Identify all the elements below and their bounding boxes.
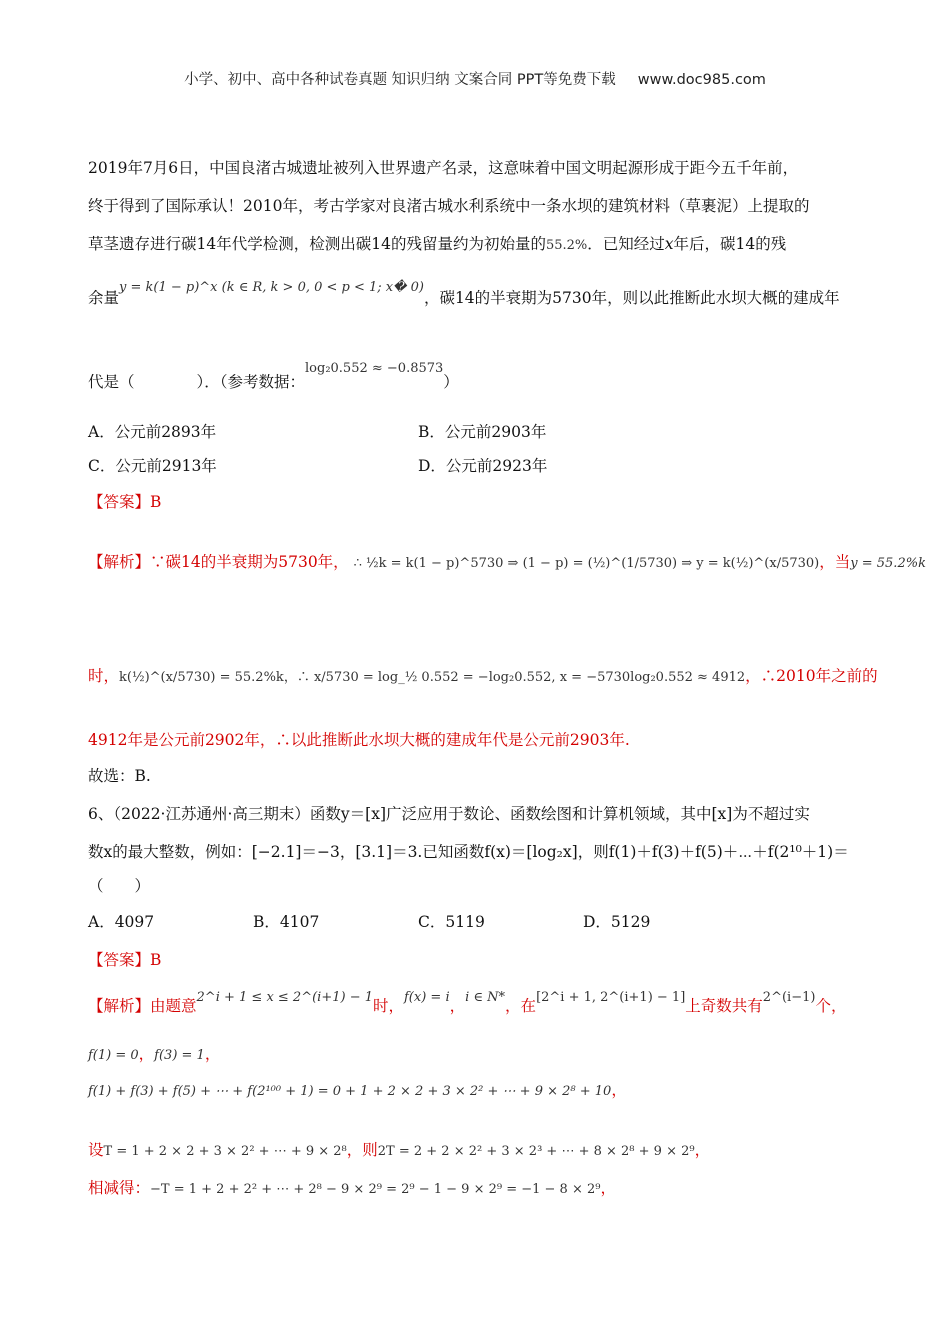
q5-line-3 [88,234,868,256]
q5-var-x: x [664,235,674,253]
q5-options-row-1 [88,422,868,442]
q5-options-row-2 [88,456,868,476]
q5-line-1: 2019年7月6日，中国良渚古城遗址被列入世界遗产名录，这意味着中国文明起源形成于距今五千年前， [88,159,799,177]
q5-solution-line-2a: 时， [88,667,120,685]
q6-line-1: 6、（2022·江苏通州·高三期末）函数y＝[x]广泛应用于数论、函数绘图和计算机领域，其中[x]为不超过实 [88,805,810,823]
q6-sub-label: 相减得： [88,1179,151,1197]
header-site-link[interactable]: www.doc985.com [637,72,766,88]
q6-solution-t1: 由题意 [150,997,197,1015]
q5-solution-line-1 [88,552,926,574]
q6-options [88,912,868,932]
q6-option-b: B．4107 [253,913,320,931]
q5-solution-text-1: ∵碳14的半衰期为5730年， [150,553,349,571]
q5-line-4a: 余量 [88,289,120,307]
q6-set-mid: ，则 [346,1141,378,1159]
q5-ref-data: log₂0.552 ≈ −0.8573 [305,361,444,376]
q6-f-values: f(1) = 0，f(3) = 1， [88,1045,221,1063]
q5-solution-line-3: 4912年是公元前2902年，∴以此推断此水坝大概的建成年代是公元前2903年. [88,731,630,749]
q5-line-3a: 草茎遗存进行碳14年代学检测，检测出碳14的残留量约为初始量的 [88,235,546,253]
q5-line-3c: 年后，碳14的残 [673,235,787,253]
q6-set-line: 设T = 1 + 2 × 2 + 3 × 2² + ⋯ + 9 × 2⁸，则2T = 2 + 2 × 2² + 3 × 2³ + ⋯ + 8 × 2⁸ + 9 × 2⁹， [88,1141,711,1159]
q5-formula: y = k(1 − p)^x (k ∈ R, k > 0, 0 < p < 1; x� 0) [119,280,424,295]
page-header [0,68,950,89]
q6-solution-m2: f(x) = i [404,990,450,1005]
q6-sub-line: 相减得：−T = 1 + 2 + 2² + ⋯ + 2⁸ − 9 × 2⁹ = 2⁹ − 1 − 9 × 2⁹ = −1 − 8 × 2⁹， [88,1179,616,1197]
q5-solution-label: 【解析】 [88,553,151,571]
q6-solution-m4: [2^i + 1, 2^(i+1) − 1] [536,990,686,1005]
q6-line-3: （ ） [88,877,151,895]
q6-solution-t6: 个， [815,997,847,1015]
q5-option-c: C．公元前2913年 [88,457,217,475]
q6-set-expr2: 2T = 2 + 2 × 2² + 3 × 2³ + ⋯ + 8 × 2⁸ + 9 × 2⁹ [377,1144,695,1159]
q6-sum: f(1) + f(3) + f(5) + ⋯ + f(2¹⁰⁰ + 1) = 0 + 1 + 2 × 2 + 3 × 2² + ⋯ + 9 × 2⁸ + 10， [88,1081,627,1099]
q6-solution-t2: 时， [372,997,404,1015]
q5-option-a: A．公元前2893年 [88,423,217,441]
q6-line-2: 数x的最大整数，例如：[−2.1]＝−3，[3.1]＝3.已知函数f(x)＝[log₂x]，则f(1)＋f(3)＋f(5)＋⋯＋f(2¹⁰＋1)＝ [88,843,849,861]
q5-percent: 55.2% [545,238,588,253]
q5-line-3b: ．已知经过 [587,235,665,253]
q6-f1: f(1) = 0 [88,1048,139,1063]
q6-solution-t5: 上奇数共有 [685,997,763,1015]
q6-solution-m1: 2^i + 1 ≤ x ≤ 2^(i+1) − 1 [196,990,373,1005]
q6-answer: 【答案】B [88,951,162,969]
q5-solution-line-2b: ，∴2010年之前的 [745,667,878,685]
q6-set-label: 设 [88,1141,104,1159]
q6-solution-label: 【解析】 [88,997,151,1015]
q6-solution-m5: 2^(i−1) [762,990,816,1005]
q5-answer: 【答案】B [88,493,162,511]
q6-solution-m3: i ∈ N* [465,990,506,1005]
q5-option-b: B．公元前2903年 [418,423,547,441]
q5-line-2: 终于得到了国际承认！2010年，考古学家对良渚古城水利系统中一条水坝的建筑材料（草裹泥）上提取的 [88,197,810,215]
q5-option-d: D．公元前2923年 [418,457,548,475]
q5-solution-formula-1: ∴ ½k = k(1 − p)^5730 ⇒ (1 − p) = (½)^(1/5730) ⇒ y = k(½)^(x/5730) [353,556,820,571]
q6-option-d: D．5129 [583,913,651,931]
q5-conclusion: 故选：B. [88,767,151,785]
q5-line-4b: ，碳14的半衰期为5730年，则以此推断此水坝大概的建成年 [423,289,840,307]
q6-solution-t3: ， [449,997,466,1015]
q6-option-c: C．5119 [418,913,485,931]
q6-f3: f(3) = 1 [154,1048,205,1063]
q5-solution-formula-4: ，∴ x/5730 = log_½ 0.552 = −log₂0.552, x = −5730log₂0.552 ≈ 4912 [283,670,746,685]
q6-solution-line-1 [88,990,868,1018]
q6-solution-t4: ，在 [505,997,537,1015]
q5-solution-formula-2: y = 55.2%k [850,556,926,571]
q5-solution-when: ，当 [819,553,851,571]
q6-sum-expr: f(1) + f(3) + f(5) + ⋯ + f(2¹⁰⁰ + 1) = 0 + 1 + 2 × 2 + 3 × 2² + ⋯ + 9 × 2⁸ + 10 [88,1084,612,1099]
q5-solution-formula-3: k(½)^(x/5730) = 55.2%k [119,670,284,685]
q5-line-5b: ） [443,373,459,391]
q6-set-expr: T = 1 + 2 × 2 + 3 × 2² + ⋯ + 9 × 2⁸ [103,1144,347,1159]
q5-line-5a: 代是（ ）．（参考数据： [88,373,306,391]
header-title: 小学、初中、高中各种试卷真题 知识归纳 文案合同 PPT等免费下载 [184,72,616,88]
q6-option-a: A．4097 [88,913,155,931]
q6-sub-expr: −T = 1 + 2 + 2² + ⋯ + 2⁸ − 9 × 2⁹ = 2⁹ − 1 − 9 × 2⁹ = −1 − 8 × 2⁹ [150,1182,601,1197]
q5-solution-line-2 [88,666,878,688]
